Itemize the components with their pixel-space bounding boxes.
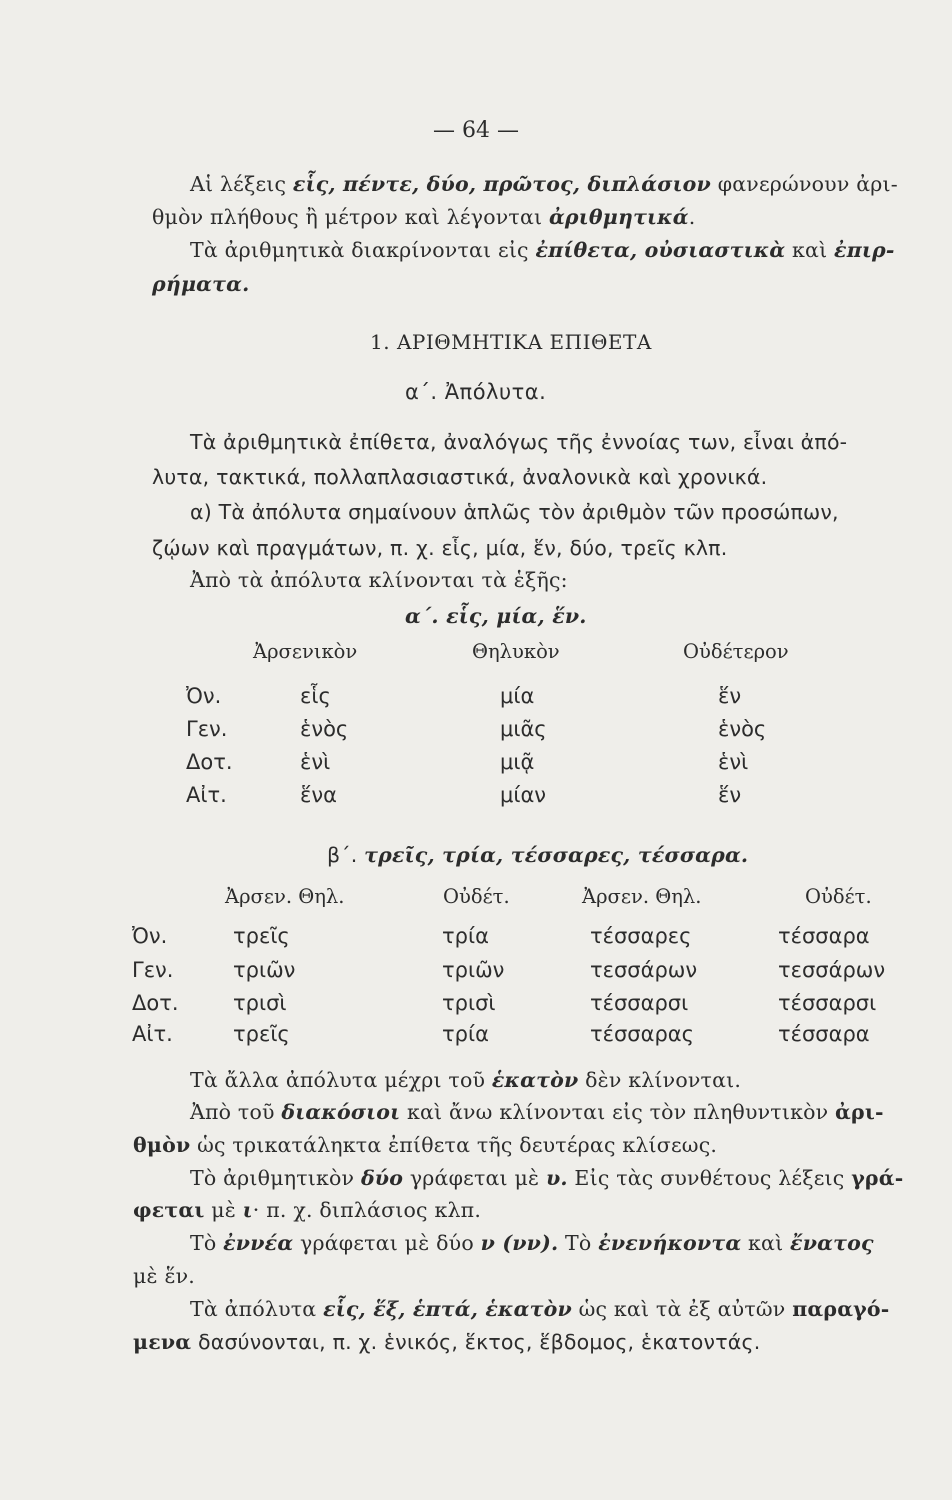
para1-line-4: ζῴων καὶ πραγμάτων, π. χ. εἷς, μία, ἕν, δύο, τρεῖς κλπ.: [152, 536, 728, 560]
closing-line-4: Τὸ ἀριθμητικὸν δύο γράφεται μὲ υ. Εἰς τὰς συνθέτους λέξεις γρά-: [190, 1166, 904, 1190]
closing-line-6: Τὸ ἐννέα γράφεται μὲ δύο ν (νν). Τὸ ἐνενήκοντα καὶ ἔνατος: [190, 1231, 874, 1255]
table1-header-feminine: Θηλυκὸν: [472, 640, 560, 663]
table1-title: α΄. εἷς, μία, ἕν.: [405, 604, 587, 628]
closing-line-8: Τὰ ἀπόλυτα εἷς, ἕξ, ἑπτά, ἑκατὸν ὡς καὶ τὰ ἐξ αὐτῶν παραγό-: [190, 1297, 890, 1321]
table1-header-masculine: Ἀρσενικὸν: [253, 640, 358, 663]
para1-line-3: α) Τὰ ἀπόλυτα σημαίνουν ἁπλῶς τὸν ἀριθμὸν τῶν προσώπων,: [190, 500, 839, 524]
closing-line-1: Τὰ ἄλλα ἀπόλυτα μέχρι τοῦ ἑκατὸν δὲν κλίνονται.: [190, 1068, 742, 1092]
closing-line-9: μενα δασύνονται, π. χ. ἑνικός, ἕκτος, ἕβδομος, ἑκατοντάς.: [133, 1330, 761, 1354]
section-title: 1. ΑΡΙΘΜΗΤΙΚΑ ΕΠΙΘΕΤΑ: [370, 330, 652, 354]
table2-title: β΄. τρεῖς, τρία, τέσσαρες, τέσσαρα.: [327, 843, 749, 867]
table1-header-neuter: Οὐδέτερον: [683, 640, 789, 663]
para1-line-1: Τὰ ἀριθμητικὰ ἐπίθετα, ἀναλόγως τῆς ἐννοίας των, εἶναι ἀπό-: [190, 430, 848, 454]
para1-line-2: λυτα, τακτικά, πολλαπλασιαστικά, ἀναλονικὰ καὶ χρονικά.: [152, 465, 768, 489]
table2-header-2: Οὐδέτ.: [443, 885, 510, 908]
intro-line-2: θμὸν πλήθους ἢ μέτρον καὶ λέγονται ἀριθμητικά.: [152, 205, 696, 229]
intro-line-3: Τὰ ἀριθμητικὰ διακρίνονται εἰς ἐπίθετα, οὐσιαστικὰ καὶ ἐπιρ-: [190, 238, 895, 262]
table2-header-3: Ἀρσεν. Θηλ.: [582, 885, 702, 908]
subsection-title: α΄. Ἀπόλυτα.: [405, 380, 547, 404]
intro-line-4: ρήματα.: [152, 272, 250, 296]
para1-line-5: Ἀπὸ τὰ ἀπόλυτα κλίνονται τὰ ἑξῆς:: [190, 568, 568, 592]
closing-line-2: Ἀπὸ τοῦ διακόσιοι καὶ ἄνω κλίνονται εἰς τὸν πληθυντικὸν ἀρι-: [190, 1100, 884, 1124]
intro-line-1: Αἱ λέξεις εἷς, πέντε, δύο, πρῶτος, διπλάσιον φανερώνουν ἀρι-: [190, 172, 898, 196]
closing-line-5: φεται μὲ ι· π. χ. διπλάσιος κλπ.: [133, 1198, 482, 1222]
table2-header-1: Ἀρσεν. Θηλ.: [225, 885, 345, 908]
closing-line-7: μὲ ἕν.: [133, 1264, 196, 1288]
closing-line-3: θμὸν ὡς τρικατάληκτα ἐπίθετα τῆς δευτέρας κλίσεως.: [133, 1133, 718, 1157]
page-number: — 64 —: [433, 118, 519, 143]
table2-header-4: Οὐδέτ.: [805, 885, 872, 908]
